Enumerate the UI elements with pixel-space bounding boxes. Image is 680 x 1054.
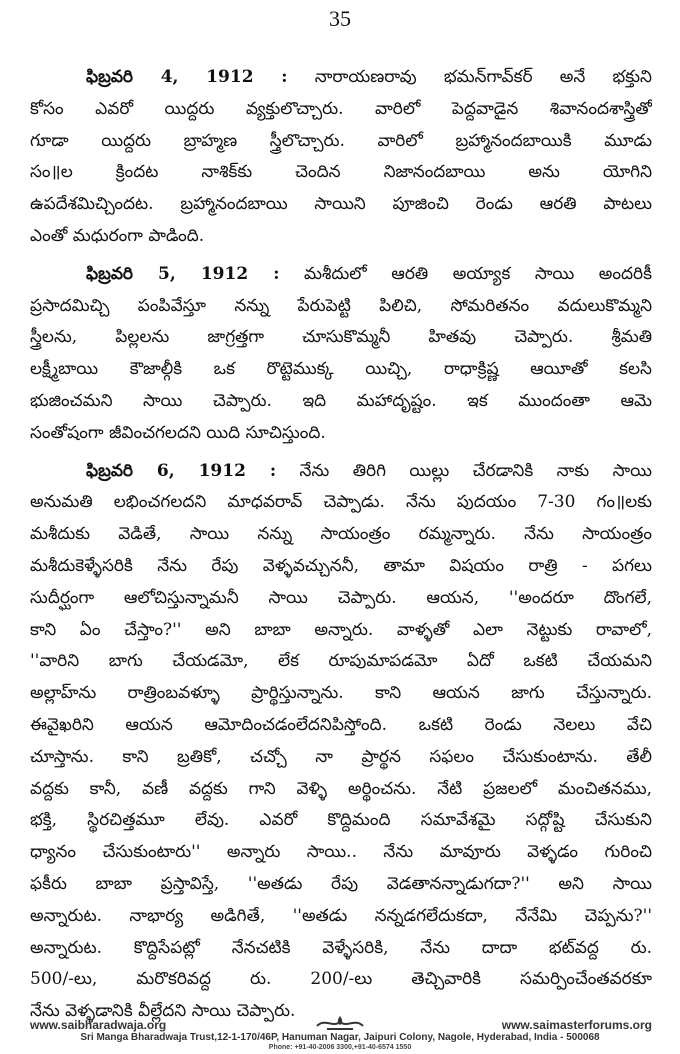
entry-line: చూస్తాను. కాని బ్రతికో, చచ్చో నా ప్రార్థన సఫలం చేసుకుంటాను. తేలీ [30, 746, 652, 767]
entry-line: ఫకీరు బాబా ప్రస్తావిస్తే, ''అతడు రేపు వెడతానన్నాడుగదా?'' అని సాయి [30, 873, 652, 894]
entry-line: మశీదుకు వెడితే, సాయి నన్ను సాయంత్రం రమ్మన్నారు. నేను సాయంత్రం [30, 524, 652, 545]
entry-line: కోసం ఎవరో యిద్దరు వ్యక్తులొచ్చారు. వారిలో పెద్దవాడైన శివానందశాస్త్రితో [30, 98, 652, 119]
page-body [30, 62, 652, 1034]
entry-date: ఫిబ్రవరి 5, 1912 : [86, 263, 280, 284]
entry-line: అన్నారుట. నాభార్య అడిగితే, ''అతడు నన్నడగలేదుకదా, నేనేమి చెప్పను?'' [30, 905, 652, 926]
entry-first-line [30, 456, 652, 488]
entry-line: గూడా యిద్దరు బ్రాహ్మణ స్త్రీలొచ్చారు. వారిలో బ్రహ్మానందబాయికి మూడు [30, 130, 652, 151]
entry-line: లక్ష్మీబాయి కౌజాల్గీకి ఒక రొట్టెముక్క యిచ్చి, రాధాక్రిష్ణ ఆయీతో కలసి [30, 359, 652, 380]
entry-line: అనుమతి లభించగలదని మాధవరావ్ చెప్పాడు. నేను పుదయం 7-30 గం॥లకు [30, 492, 652, 513]
entry-line: స్త్రీలను, పిల్లలను జాగ్రత్తగా చూసుకొమ్మనీ హితవు చెప్పారు. శ్రీమతి [30, 327, 652, 348]
entry-line: ధ్యానం చేసుకుంటారు'' అన్నారు సాయి.. నేను మావూరు వెళ్ళడం గురించి [30, 842, 652, 863]
entry-line: 500/-లు, మరొకరివద్ద రు. 200/-లు తెచ్చివారికి సమర్పించేంతవరకూ [30, 969, 652, 990]
footer-phone: Phone: +91-40-2006 3300,+91-40-6574 1550 [268, 1044, 412, 1051]
entry-line: భుజించమని సాయి చెప్పారు. ఇది మహాదృష్టం. ఇక ముందంతా ఆమె [30, 390, 652, 411]
page-number: 35 [329, 6, 351, 31]
entry-line: భక్తి, స్థిరచిత్తమూ లేవు. ఎవరో కొద్దిమంది సమావేశమై సద్గోష్టి చేసుకుని [30, 810, 652, 831]
entry-date: ఫిబ్రవరి 4, 1912 : [86, 67, 288, 87]
entry-text: నేను తిరిగి యిల్లు చేరడానికి నాకు సాయి [276, 460, 652, 481]
entry-line: ఈవైఖరిని ఆయన ఆమోదించడంలేదనిపిస్తోంది. ఒకటి రెండు నెలలు వేచి [30, 714, 652, 735]
entry-line: నేను వెళ్ళడానికి వీల్లేదని సాయి చెప్పారు. [30, 1001, 296, 1022]
entry-line: వద్దకు కానీ, వణీ వద్దకు గాని వెళ్ళి అర్థించను. నేటి ప్రజలలో మంచితనము, [30, 778, 652, 799]
entry-line: అన్నారుట. కొద్దిసేపట్లో నేనచటికి వెళ్ళేసరికి, నేను దాదా భట్‌వద్ద రు. [30, 937, 652, 958]
diary-entry-feb-4 [30, 62, 652, 253]
diary-entry-feb-5 [30, 259, 652, 450]
diary-entry-feb-6 [30, 456, 652, 1028]
entry-line: ఉపదేశమిచ్చిందట. బ్రహ్మానందబాయి సాయిని పూజించి రెండు ఆరతి పాటలు [30, 194, 652, 215]
entry-first-line [30, 259, 652, 291]
lamp-logo-icon [313, 1014, 367, 1034]
entry-line: సం॥ల క్రిందట నాశిక్‌కు చెందిన నిజానందబాయి అను యోగిని [30, 162, 652, 183]
entry-line: కాని ఏం చేస్తాం?'' అని బాబా అన్నారు. వాళ్ళతో ఎలా నెట్టుకు రావాలో, [30, 619, 652, 640]
entry-line: సంతోషంగా జీవించగలదని యిది సూచిస్తుంది. [30, 422, 326, 443]
entry-text: నారాయణరావు భమన్‌గావ్‌కర్ అనే భక్తుని [287, 67, 652, 87]
entry-line: మశీదుకెళ్ళేసరికి నేను రేపు వెళ్ళవచ్చుననీ, తామా విషయం రాత్రి - పగలు [30, 555, 652, 576]
page-footer [0, 1018, 680, 1054]
entry-line: ప్రసాదమిచ్చి పంపివేస్తూ నన్ను పేరుపెట్టి పిలిచి, సోమరితనం వదులుకొమ్మని [30, 295, 652, 316]
entry-line: సుదీర్ఘంగా ఆలోచిస్తున్నామనీ సాయి చెప్పారు. ఆయన, ''అందరూ దొంగలే, [30, 587, 652, 608]
entry-line: ''వారిని బాగు చేయడమో, లేక రూపుమాపడమో ఏదో ఒకటి చేయమని [30, 651, 652, 672]
entry-first-line [30, 62, 652, 94]
entry-line: ఎంతో మధురంగా పాడింది. [30, 225, 205, 246]
entry-line: అల్లాహ్‌ను రాత్రింబవళ్ళూ ప్రార్థిస్తున్నాను. కాని ఆయన జాగు చేస్తున్నారు. [30, 683, 652, 704]
entry-date: ఫిబ్రవరి 6, 1912 : [86, 460, 277, 481]
entry-text: మశీదులో ఆరతి అయ్యాక సాయి అందరికీ [279, 263, 652, 284]
footer-link-saimasterforums[interactable]: www.saimasterforums.org [501, 1018, 652, 1032]
footer-link-saibharadwaja[interactable]: www.saibharadwaja.org [30, 1018, 167, 1032]
footer-address: Sri Manga Bharadwaja Trust,12-1-170/46P, Hanuman Nagar, Jaipuri Colony, Nagole, Hyderabad, India - 500068 [80, 1032, 600, 1043]
